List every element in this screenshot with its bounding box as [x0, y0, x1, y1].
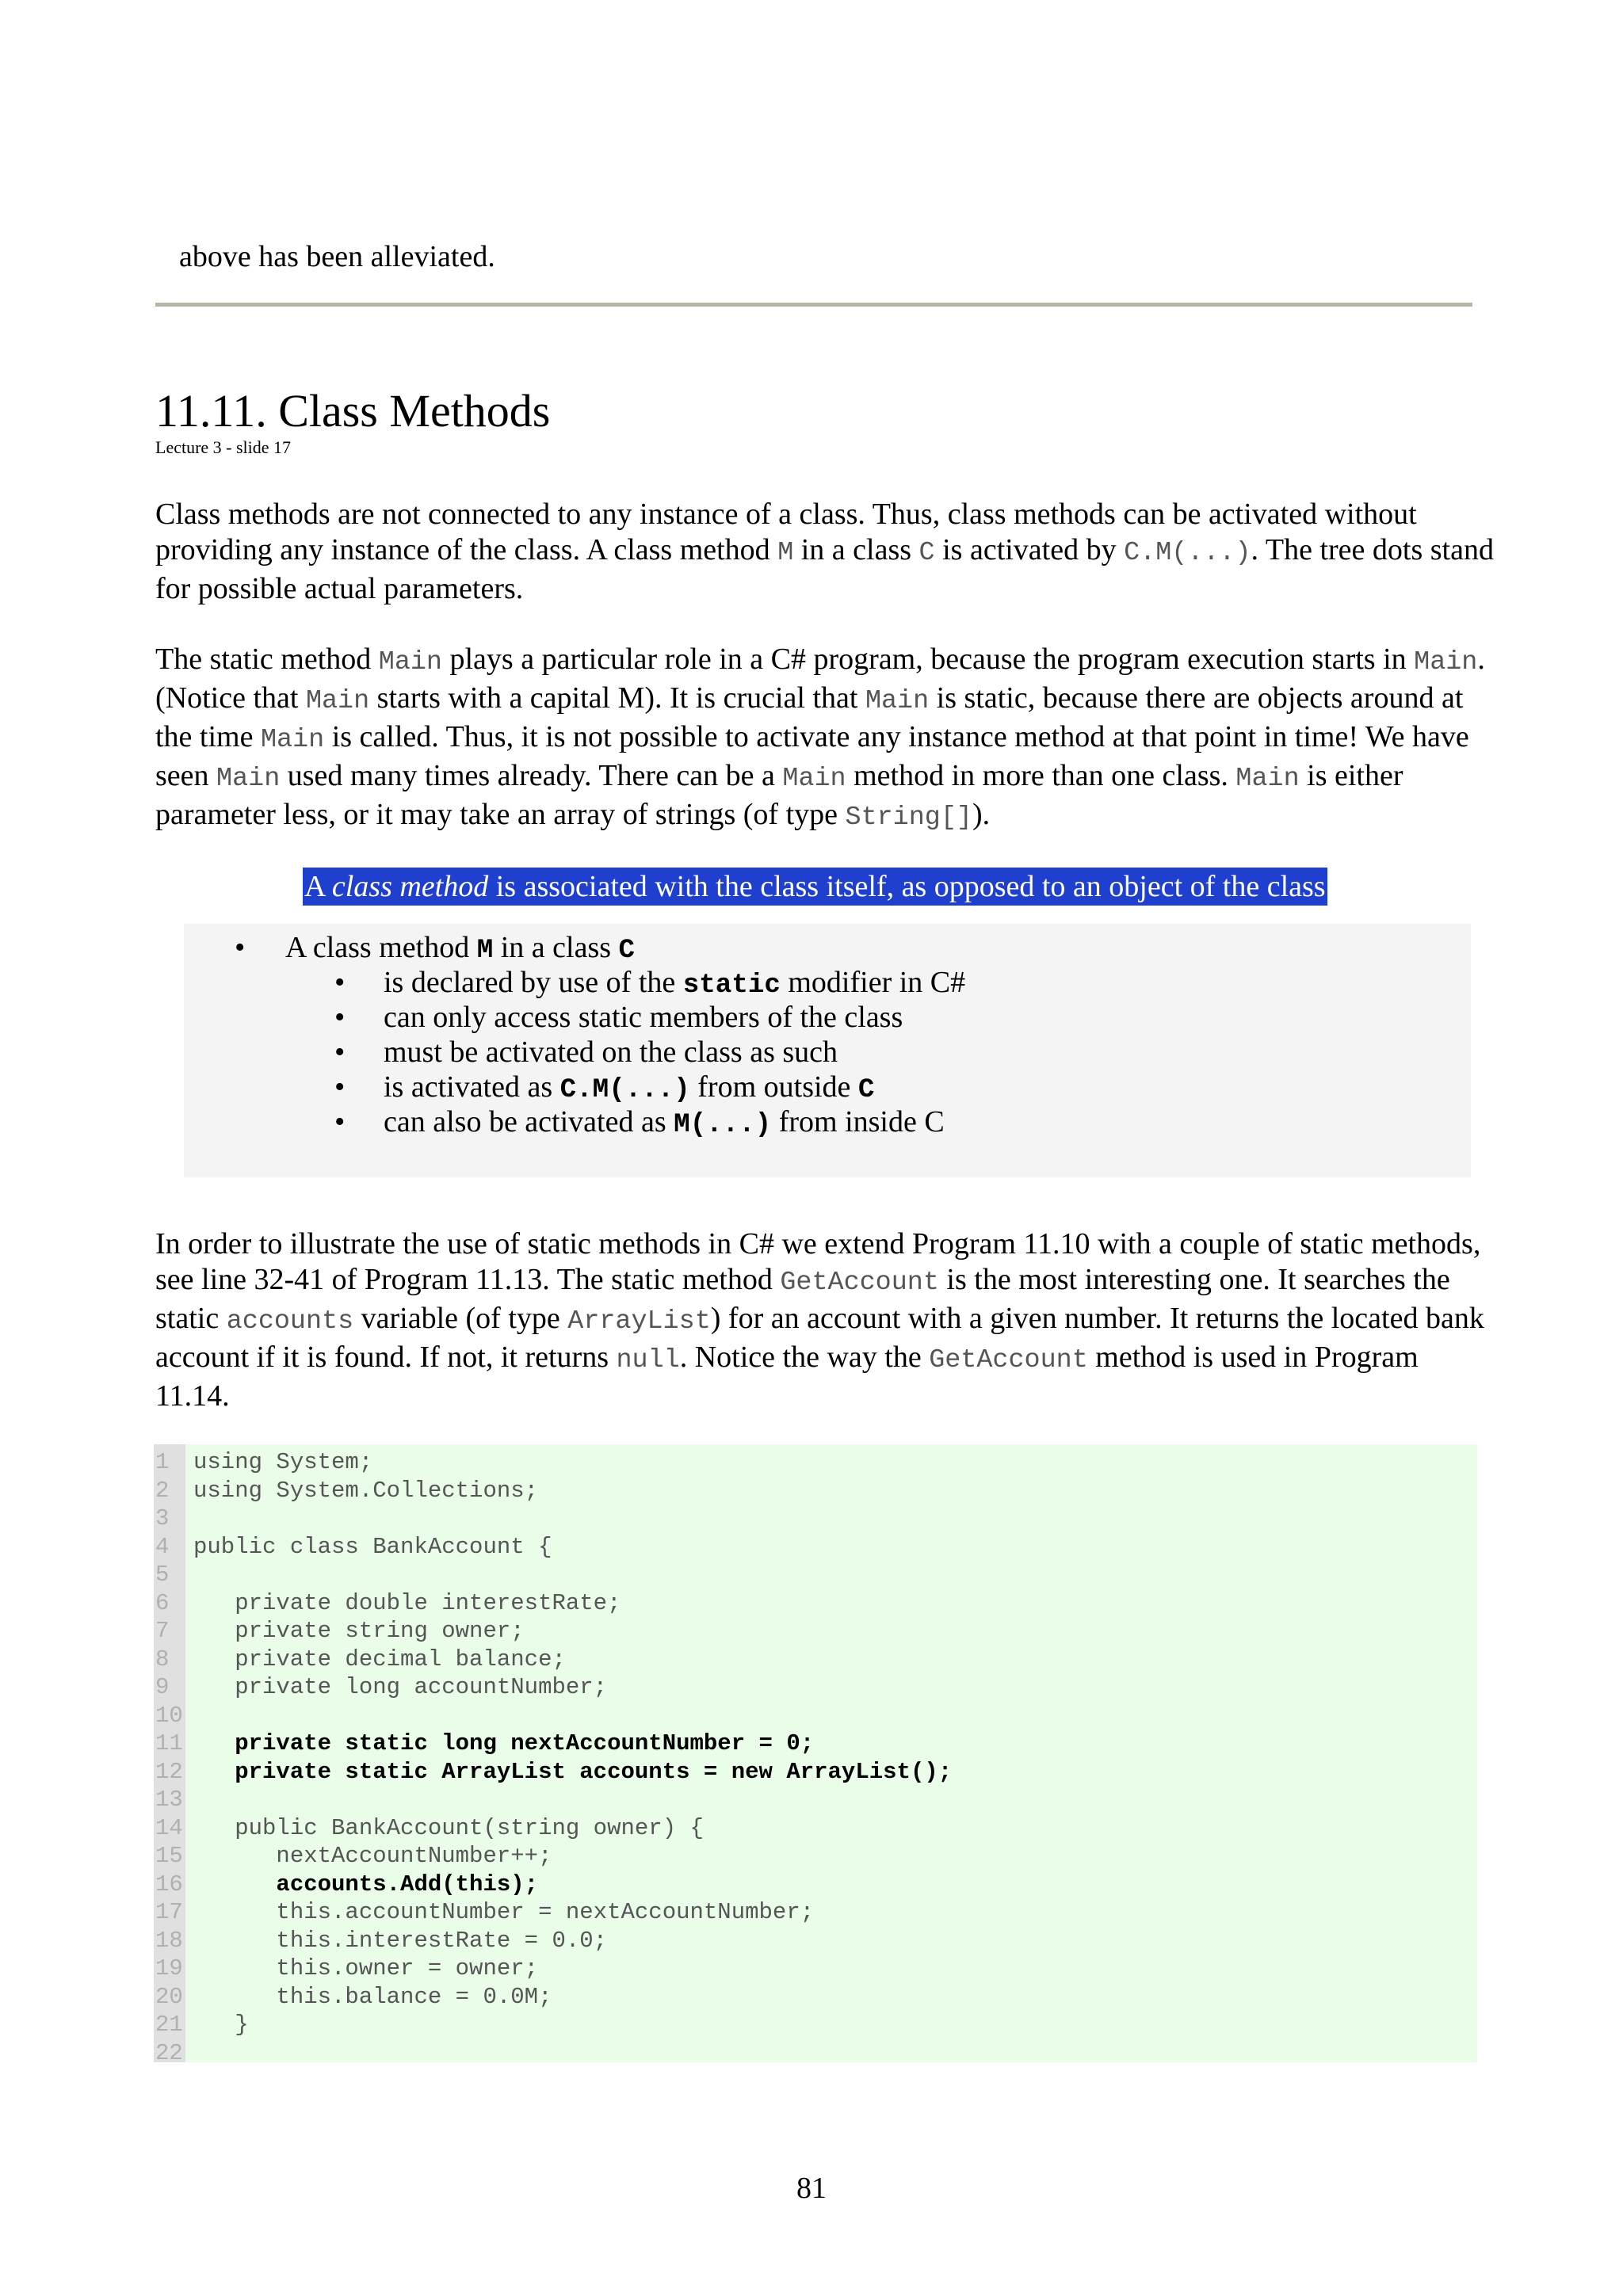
code-line: 4 public class BankAccount {	[155, 1533, 552, 1560]
paragraph-static-methods-example: In order to illustrate the use of static methods in C# we extend Program 11.10 with a couple of static methods, see line 32-41 of Program 11.13. The static method GetAccount is the most interesting one. It searches the static accounts variable (of type ArrayList) for an account with a given number. It returns the located bank account if it is found. If not, it returns null. Notice the way the GetAccount method is used in Program 11.14.	[155, 1227, 1484, 1413]
bullet-icon: •	[334, 1070, 346, 1104]
bullet-sub-1: is declared by use of the static modifier in C#	[384, 966, 966, 1001]
bullet-list-box	[184, 924, 1471, 1177]
code-line: 22	[155, 2039, 183, 2066]
bullet-icon: •	[235, 931, 246, 964]
code-line: 6 private double interestRate;	[155, 1589, 621, 1616]
code-line: 14 public BankAccount(string owner) {	[155, 1814, 704, 1841]
code-line: 20 this.balance = 0.0M;	[155, 1983, 552, 2010]
bullet-icon: •	[334, 1001, 346, 1034]
code-listing	[154, 1444, 1477, 2066]
code-line: 10	[155, 1702, 183, 1729]
bullet-icon: •	[334, 966, 346, 999]
code-line: 19 this.owner = owner;	[155, 1955, 539, 1981]
page-number: 81	[796, 2172, 827, 2205]
code-line: 9 private long accountNumber;	[155, 1674, 608, 1700]
code-line: 3	[155, 1505, 170, 1531]
code-line: 13	[155, 1787, 183, 1813]
code-line: 2 using System.Collections;	[155, 1477, 539, 1504]
code-line: 21 }	[155, 2012, 249, 2038]
code-line: 16 accounts.Add(this);	[155, 1871, 539, 1897]
code-line: 8 private decimal balance;	[155, 1646, 566, 1672]
bullet-sub-5: can also be activated as M(...) from inside C	[384, 1105, 945, 1140]
section-divider	[155, 303, 1472, 307]
section-title: 11.11. Class Methods	[155, 385, 551, 437]
code-line: 11 private static long nextAccountNumber = 0;	[155, 1730, 815, 1756]
carryover-text: above has been alleviated.	[179, 240, 495, 273]
bullet-sub-3: must be activated on the class as such	[384, 1035, 838, 1069]
bullet-sub-4: is activated as C.M(...) from outside C	[384, 1070, 875, 1105]
bullet-sub-2: can only access static members of the class	[384, 1001, 903, 1034]
code-line: 18 this.interestRate = 0.0;	[155, 1927, 608, 1954]
bullet-main: A class method M in a class C	[285, 931, 636, 966]
paragraph-main-method: The static method Main plays a particular role in a C# program, because the program execution starts in Main. (Notice that Main starts with a capital M). It is crucial that Main is static, because there are objects around at the time Main is called. Thus, it is not possible to activate any instance method at that point in time! We have seen Main used many times already. There can be a Main method in more than one class. Main is either parameter less, or it may take an array of strings (of type String[]).	[155, 643, 1485, 833]
code-line: 17 this.accountNumber = nextAccountNumber;	[155, 1899, 815, 1925]
paragraph-class-methods-intro: Class methods are not connected to any instance of a class. Thus, class methods can be activated without providing any instance of the class. A class method M in a class C is activated by C.M(...). The tree dots stand for possible actual parameters.	[155, 498, 1494, 605]
code-line: 1 using System;	[155, 1449, 373, 1475]
highlighted-definition: A class method is associated with the class itself, as opposed to an object of the class	[303, 868, 1327, 906]
bullet-icon: •	[334, 1105, 346, 1138]
code-line: 15 nextAccountNumber++;	[155, 1843, 552, 1869]
code-line: 12 private static ArrayList accounts = new ArrayList();	[155, 1758, 953, 1785]
bullet-icon: •	[334, 1035, 346, 1069]
code-line: 7 private string owner;	[155, 1618, 525, 1644]
code-line: 5	[155, 1562, 170, 1588]
slide-reference: Lecture 3 - slide 17	[155, 437, 292, 457]
